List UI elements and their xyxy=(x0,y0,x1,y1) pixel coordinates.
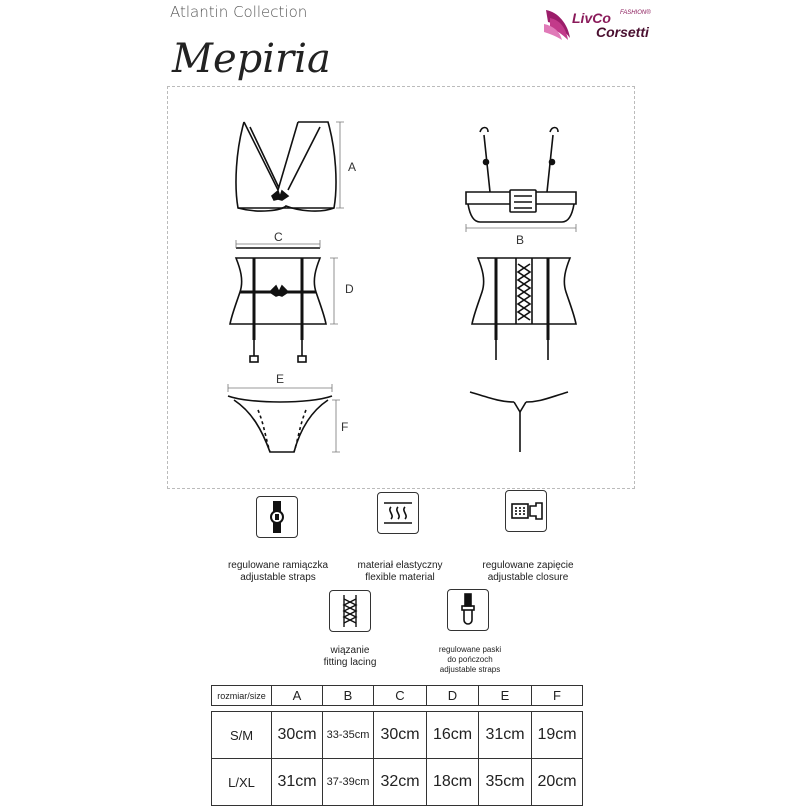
dim-label-b: B xyxy=(516,233,525,247)
feature-en: fitting lacing xyxy=(323,657,377,668)
table-row xyxy=(212,759,583,806)
feature-label-straps xyxy=(208,560,348,584)
feature-pl: wiązanie xyxy=(330,645,370,656)
value-cell: 30cm xyxy=(374,712,427,759)
value-cell: 35cm xyxy=(479,759,532,806)
adjustable-closure-icon xyxy=(505,490,547,532)
table-row xyxy=(212,712,583,759)
feature-en: flexible material xyxy=(365,572,435,583)
header-cell: B xyxy=(323,686,374,706)
feature-pl: materiał elastyczny xyxy=(357,560,443,571)
dim-label-c: C xyxy=(274,230,283,244)
feature-label-closure xyxy=(458,560,598,584)
feature-label-lacing xyxy=(310,645,390,669)
header-cell: A xyxy=(272,686,323,706)
header-cell: E xyxy=(479,686,532,706)
value-cell: 19cm xyxy=(532,712,583,759)
garter-strap-icon xyxy=(447,589,489,631)
value-cell: 31cm xyxy=(479,712,532,759)
value-cell: 18cm xyxy=(427,759,479,806)
header-cell: F xyxy=(532,686,583,706)
feature-en: adjustable straps xyxy=(240,572,316,583)
value-cell: 31cm xyxy=(272,759,323,806)
feature-pl: regulowane ramiączka xyxy=(227,560,329,571)
elastic-material-icon xyxy=(377,492,419,534)
lacing-icon xyxy=(329,590,371,632)
feature-en: adjustable straps xyxy=(439,665,501,674)
header-cell: C xyxy=(374,686,427,706)
dim-label-a: A xyxy=(348,160,357,174)
header-cell: rozmiar/size xyxy=(212,686,272,706)
corset-back-drawing xyxy=(472,258,576,360)
bra-front-drawing xyxy=(236,122,336,211)
dim-label-e: E xyxy=(276,372,285,386)
corset-front-drawing xyxy=(230,248,326,362)
thong-front-drawing xyxy=(228,396,332,452)
feature-label-garter xyxy=(420,645,520,675)
brand-line2: Corsetti xyxy=(596,24,649,40)
feature-pl2: do pończoch xyxy=(447,655,493,664)
size-table-header xyxy=(212,686,583,706)
size-table xyxy=(211,685,583,806)
feature-pl: regulowane paski xyxy=(438,645,502,654)
bra-back-drawing xyxy=(466,128,576,223)
value-cell: 16cm xyxy=(427,712,479,759)
value-cell: 30cm xyxy=(272,712,323,759)
brand-line1: LivCo xyxy=(572,10,611,26)
dim-label-d: D xyxy=(345,282,354,296)
size-cell: L/XL xyxy=(212,759,272,806)
feature-label-material xyxy=(330,560,470,584)
value-cell: 37-39cm xyxy=(323,759,374,806)
dim-label-f: F xyxy=(341,420,349,434)
product-title: Mepiria xyxy=(172,36,331,82)
value-cell: 33-35cm xyxy=(323,712,374,759)
brand-fashion: FASHION® xyxy=(620,10,651,16)
feature-pl: regulowane zapięcie xyxy=(482,560,574,571)
header-cell: D xyxy=(427,686,479,706)
feature-en: adjustable closure xyxy=(487,572,569,583)
value-cell: 20cm xyxy=(532,759,583,806)
collection-name: Atlantin Collection xyxy=(170,3,308,21)
value-cell: 32cm xyxy=(374,759,427,806)
size-cell: S/M xyxy=(212,712,272,759)
adjustable-strap-icon xyxy=(256,496,298,538)
thong-back-drawing xyxy=(470,392,568,452)
